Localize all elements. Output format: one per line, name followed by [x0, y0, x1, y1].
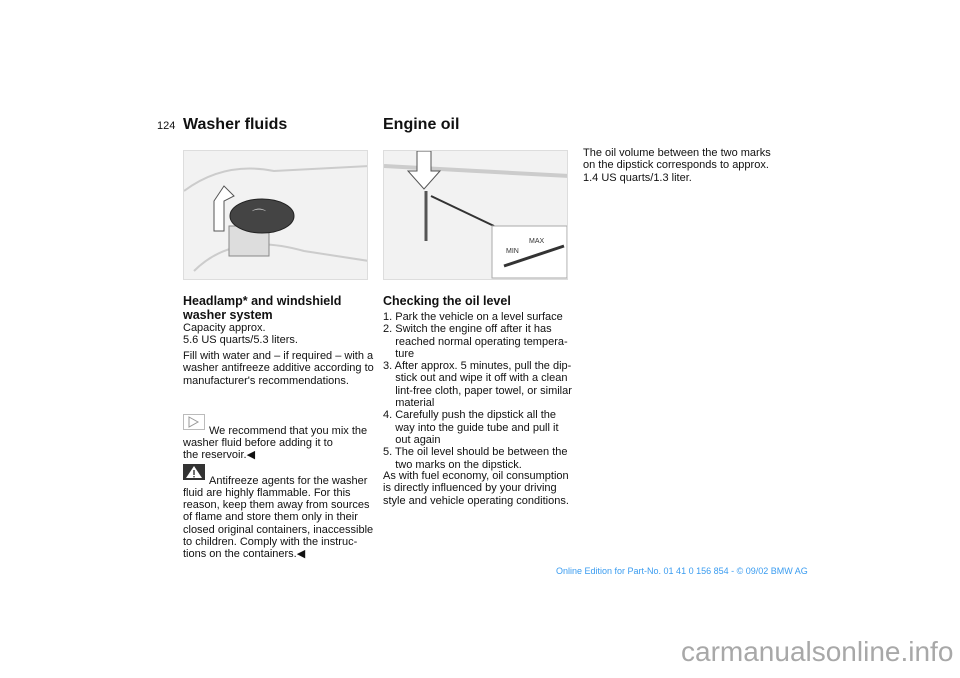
washer-reservoir-illustration: [183, 150, 368, 280]
section-title-washer-fluids: Washer fluids: [183, 116, 288, 133]
oil-consumption-text: As with fuel economy, oil consumption is directly influenced by your driving style and vehicle operating conditions.: [383, 470, 569, 507]
page-number: 124: [157, 120, 176, 132]
svg-text:⌒: ⌒: [252, 208, 266, 224]
capacity-text: Capacity approx. 5.6 US quarts/5.3 liters.: [183, 322, 298, 347]
oil-volume-text: The oil volume between the two marks on the dipstick corresponds to approx. 1.4 US quarts/1.3 liter.: [583, 147, 771, 184]
min-label: MIN: [506, 248, 519, 255]
section-title-engine-oil: Engine oil: [383, 116, 460, 133]
watermark: carmanualsonline.info: [681, 636, 954, 667]
footer-edition: Online Edition for Part-No. 01 41 0 156 854 - © 09/02 BMW AG: [556, 566, 808, 576]
warning-icon: [183, 464, 205, 480]
dipstick-illustration: [383, 150, 568, 280]
subsection-title-oil-level: Checking the oil level: [383, 294, 511, 308]
note-triangle-icon: [183, 414, 205, 430]
note-text: We recommend that you mix the washer fluid before adding it to the reservoir.◀: [183, 424, 368, 462]
warning-text: Antifreeze agents for the washer fluid are highly flammable. For this reason, keep them away from sources of flame and store them only in their closed original containers, inaccessible to children. Comply with the instruc- tions on the containers.◀: [183, 474, 374, 561]
subsection-title-washer-system: Headlamp* and windshield washer system: [183, 294, 342, 322]
warning-block: [183, 450, 378, 561]
fill-instructions: Fill with water and – if required – with a washer antifreeze additive according to manufacturer's recommendations.: [183, 350, 374, 387]
max-label: MAX: [529, 238, 545, 245]
oil-check-steps: 1. Park the vehicle on a level surface 2. Switch the engine off after it has reached normal operating tempera- ture 3. After approx. 5 minutes, pull the dip- stick out and wipe it off with a clean lint-free cloth, paper towel, or similar material 4. Carefully push the dipstick all the way into the guide tube and pull it out again 5. The oil level should be between the two marks on the dipstick.: [383, 311, 572, 471]
